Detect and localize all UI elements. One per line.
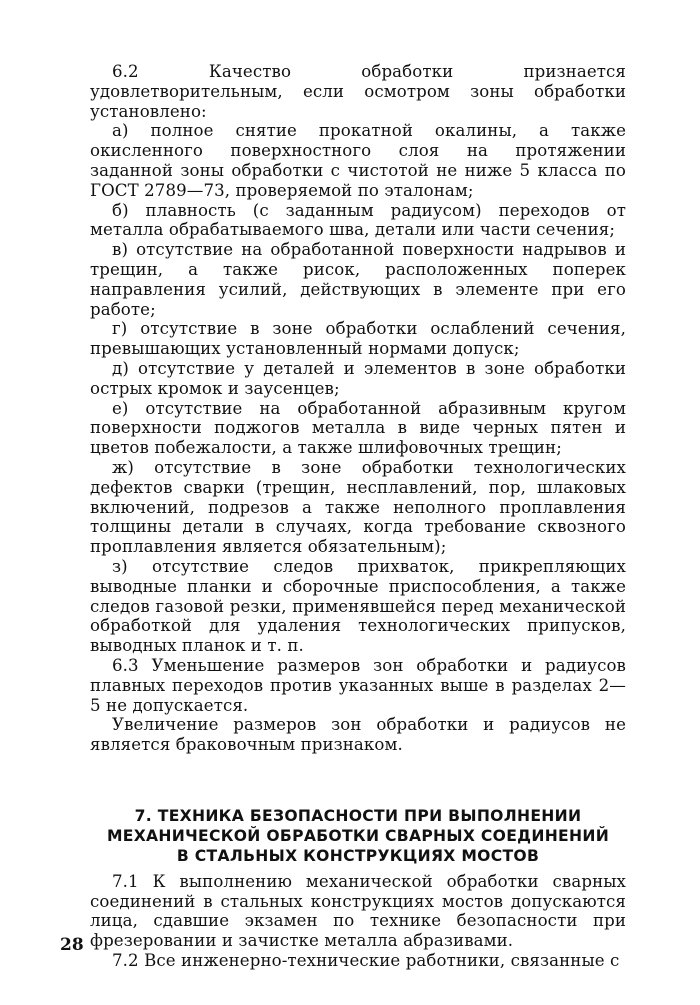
document-body: [90, 62, 626, 971]
section-7-title: [90, 806, 626, 866]
list-item-d: д) отсутствие у деталей и элементов в зоне обработки острых кромок и заусенцев;: [90, 358, 626, 398]
page-number: 28: [60, 935, 84, 955]
section-7-title-line-3: В СТАЛЬНЫХ КОНСТРУКЦИЯХ МОСТОВ: [176, 846, 540, 865]
list-item-g: г) отсутствие в зоне обработки ослаблений сечения, превышающих установленный нормами допуск;: [90, 319, 626, 359]
list-item-b: б) плавность (с заданным радиусом) переходов от металла обрабатываемого шва, детали или части сечения;: [90, 200, 626, 240]
list-item-zh: ж) отсутствие в зоне обработки технологических дефектов сварки (трещин, несплавлений, пор, шлаковых включений, подрезов а также неполного проплавления толщины детали в случаях, когда требование сквозного проплавления является обязательным);: [90, 457, 626, 557]
paragraph-7-2: 7.2 Все инженерно-технические работники, связанные с: [112, 951, 620, 971]
list-item-v: в) отсутствие на обработанной поверхности надрывов и трещин, а также рисок, расположенных поперек направления усилий, действующих в элементе при его работе;: [90, 240, 626, 319]
section-7-title-line-1: 7. ТЕХНИКА БЕЗОПАСНОСТИ ПРИ ВЫПОЛНЕНИИ: [134, 806, 582, 825]
paragraph-6-3-continued: Увеличение размеров зон обработки и радиусов не является браковочным признаком.: [90, 715, 626, 755]
section-7-title-line-2: МЕХАНИЧЕСКОЙ ОБРАБОТКИ СВАРНЫХ СОЕДИНЕНИЙ: [106, 826, 610, 845]
list-item-e: е) отсутствие на обработанной абразивным кругом поверхности поджогов металла в виде черных пятен и цветов побежалости, а также шлифовочных трещин;: [90, 398, 626, 458]
list-item-a: а) полное снятие прокатной окалины, а также окисленного поверхностного слоя на протяжении заданной зоны обработки с чистотой не ниже 5 класса по ГОСТ 2789—73, проверяемой по эталонам;: [90, 121, 626, 200]
paragraph-7-1: 7.1 К выполнению механической обработки сварных соединений в стальных конструкциях мостов допускаются лица, сдавшие экзамен по технике безопасности при фрезеровании и зачистке металла абразивами.: [90, 871, 626, 951]
list-item-z: з) отсутствие следов прихваток, прикрепляющих выводные планки и сборочные приспособления, а также следов газовой резки, применявшейся перед механической обработкой для удаления технологических припусков, выводных планок и т. п.: [90, 556, 626, 656]
paragraph-6-2-intro: 6.2 Качество обработки признается удовлетворительным, если осмотром зоны обработки установлено:: [90, 62, 626, 121]
paragraph-6-3: 6.3 Уменьшение размеров зон обработки и радиусов плавных переходов против указанных выше в разделах 2—5 не допускается.: [90, 655, 626, 715]
